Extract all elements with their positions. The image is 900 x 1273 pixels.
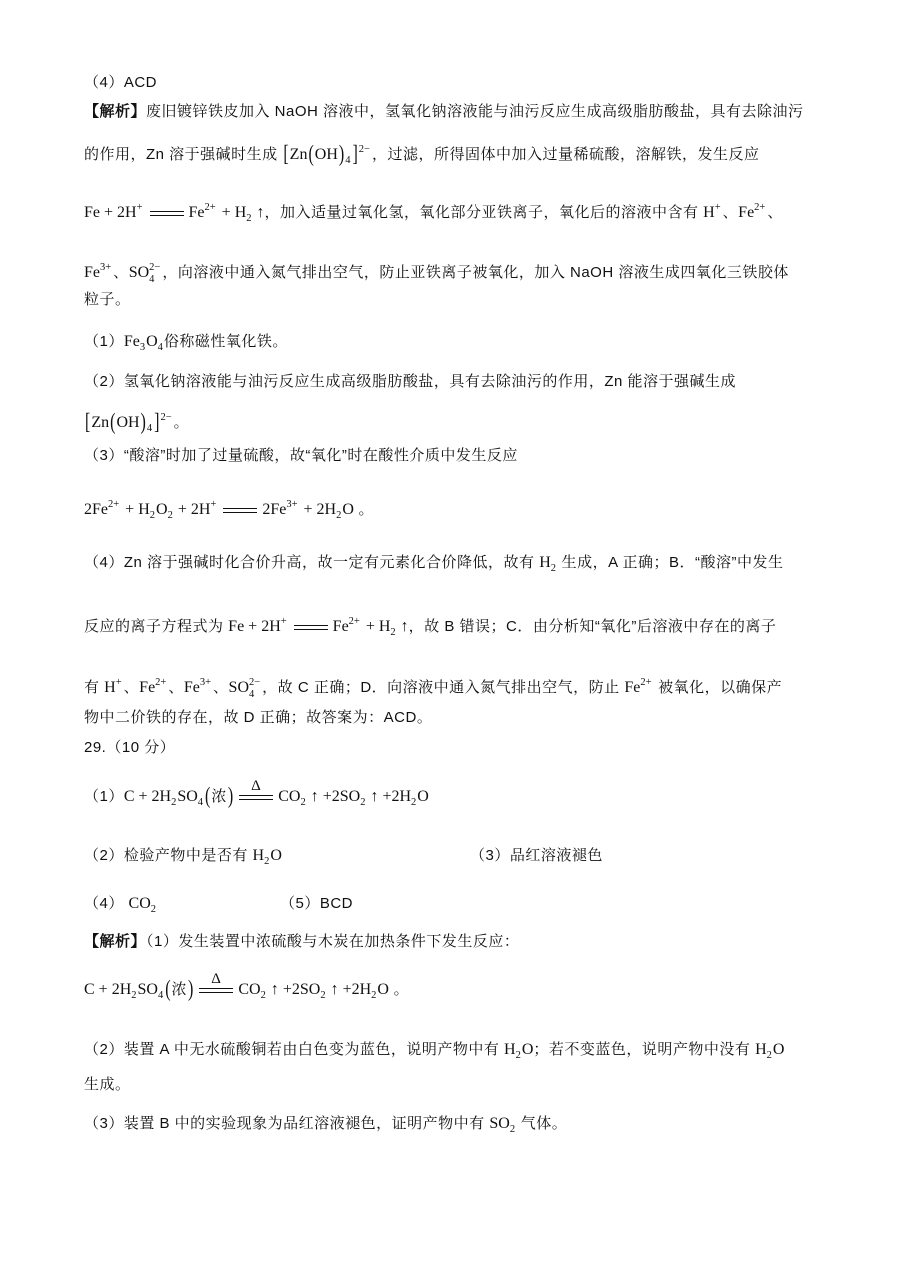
superscript: 3+ [199,677,212,688]
formula-text: + H [121,501,150,518]
formula-text: O [521,1041,534,1058]
superscript: 3+ [286,499,298,510]
sub-superscript [149,262,160,285]
formula-text: SO [228,679,249,696]
superscript: 2− [149,261,161,273]
superscript: 2+ [108,499,120,510]
text-run: 生成，A 正确；B．“酸溶”中发生 [557,554,784,571]
formula-text: OH [314,146,338,163]
formula-text: Fe [183,679,200,696]
subscript: 2 [360,797,366,808]
q28-explain-4-line-1 [84,550,784,576]
formula-text: + H [361,618,391,635]
subscript: 2 [509,1124,516,1135]
bracket: ] [352,141,358,167]
text-run: 、 [123,679,140,696]
text-run: （1） [84,788,124,805]
subscript: 2 [264,856,270,867]
subscript: 2 [336,510,342,521]
q29-analysis-2-line-2 [84,1072,131,1098]
text-run: ，过滤，所得固体中加入过量稀硫酸，溶解铁，发生反应 [371,146,760,163]
formula-text: 2Fe [262,501,287,518]
text-run: 。 [353,501,375,518]
text-run: （2）装置 A 中无水硫酸铜若由白色变为蓝色，说明产物中有 [84,1041,505,1058]
text-run: ，故 B 错误；C．由分析知“氧化”后溶液中存在的离子 [408,618,777,635]
subscript: 3 [139,342,146,353]
text-run: 、 [767,204,783,221]
formula-text: ↑ +2SO [306,788,361,805]
subscript: 2 [171,797,177,808]
text-run: 、 [168,679,184,696]
q28-answer-4 [84,70,157,96]
subscript: 2 [411,797,417,808]
reaction-condition: Δ [251,777,262,794]
text-run: 29.（10 分） [84,739,176,756]
formula-text: SO [128,264,150,281]
formula-text: C + 2H [84,981,132,998]
subscript: 2 [260,990,266,1001]
section-label: 【解析】 [84,103,147,120]
q28-explain-4-line-2 [84,609,777,638]
formula-text: SO [177,788,198,805]
superscript: + [210,499,217,510]
formula-text: O [377,981,389,998]
formula-text: CO [278,788,301,805]
text-run: ，向溶液中通入氮气排出空气，防止亚铁离子被氧化，加入 NaOH 溶液生成四氧化三铁胶体 [162,264,789,281]
q29-analysis-2-line-1 [84,1037,784,1063]
formula-text: Zn [289,146,308,163]
formula-text: O [146,333,158,350]
subscript: 2 [131,990,137,1001]
superscript: 2+ [155,677,167,688]
superscript: 2− [249,676,261,688]
text-run: 被氧化，以确保产 [653,679,783,696]
formula-text: Fe [188,204,205,221]
q28-analysis-line-3 [84,195,783,224]
formula-text: SO [137,981,158,998]
subscript: 2 [320,990,326,1001]
formula-text: H [755,1041,767,1058]
reaction-equals-sign [239,777,273,800]
q28-explain-2-line-1 [84,369,736,395]
text-run: （3）品红溶液褪色 [470,847,603,864]
subscript: 2 [515,1050,521,1061]
text-run: 气体。 [516,1115,568,1132]
superscript: 2− [358,144,370,155]
formula-text: CO [128,895,151,912]
superscript: 2+ [754,202,766,213]
formula-text: H [504,1041,516,1058]
formula-text: OH [116,414,140,431]
text-run: （2）氢氧化钠溶液能与油污反应生成高级脂肪酸盐，具有去除油污的作用，Zn 能溶于强碱生成 [84,373,737,390]
formula-text: Zn [91,414,110,431]
text-run: （3）“酸溶”时加了过量硫酸，故“氧化”时在酸性介质中发生反应 [84,447,518,464]
reaction-equals-sign [150,211,184,216]
formula-text: ↑ +2H [366,788,412,805]
formula-text: H [539,554,551,571]
text-run: 物中二价铁的存在，故 D 正确；故答案为：ACD。 [84,709,433,726]
q29-answer-4 [84,891,157,917]
subscript: 2 [371,990,377,1001]
text-run: ，故 C 正确；D．向溶液中通入氮气排出空气，防止 [262,679,625,696]
formula-text: + H [217,204,247,221]
subscript: 4 [146,423,153,434]
text-run: 、 [113,264,129,281]
q28-analysis-line-4 [84,255,789,285]
superscript: 3+ [100,262,112,273]
formula-text: SO [489,1115,510,1132]
q29-answer-3 [470,843,603,869]
text-run: 的作用，Zn 溶于强碱时生成 [84,146,283,163]
text-run: 有 [84,679,105,696]
formula-text: O [417,788,429,805]
q28-explain-3-line-1 [84,443,518,469]
text-run: （5）BCD [280,895,354,912]
bracket: [ [283,141,289,167]
text-run: 。 [388,981,410,998]
bracket: [ [85,409,91,435]
q28-analysis-line-5 [84,287,131,313]
text-run: 废旧镀锌铁皮加入 NaOH 溶液中，氢氧化钠溶液能与油污反应生成高级脂肪酸盐，具有去除油污 [146,103,804,120]
superscript: + [280,616,287,627]
formula-text: Fe [123,333,140,350]
formula-text: C + 2H [123,788,172,805]
formula-text: + 2H [173,501,211,518]
bracket: ) [140,409,146,435]
superscript: + [714,202,721,213]
bracket: ) [227,783,234,809]
formula-text: Fe [84,264,100,281]
formula-text: 2Fe [84,501,108,518]
formula-text: O [342,501,354,518]
formula-text: Fe [624,679,641,696]
text-run: 生成。 [84,1076,131,1093]
text-run: （3）装置 B 中的实验现象为品红溶液褪色，证明产物中有 [84,1115,490,1132]
subscript: 4 [157,342,163,353]
subscript: 2 [150,904,156,915]
text-run: 浓 [171,981,188,998]
subscript: 2 [550,563,556,574]
q28-explain-3-equation [84,492,375,521]
formula-text: H [252,847,265,864]
text-run: 俗称磁性氧化铁。 [163,333,288,350]
text-run: 。 [173,414,190,431]
reaction-equals-sign [199,970,233,993]
q28-explain-4-line-3 [84,670,783,700]
bracket: ] [154,409,160,435]
section-label: 【解析】 [84,933,147,950]
reaction-condition: Δ [211,970,222,987]
formula-text: + 2H [299,501,337,518]
subscript: 4 [345,155,351,166]
subscript: 4 [249,688,255,700]
subscript: 4 [149,273,155,285]
formula-text: ↑ +2H [326,981,372,998]
formula-text: ↑ +2SO [266,981,321,998]
subscript: 4 [157,990,164,1001]
q28-explain-4-line-4 [84,705,432,731]
q29-analysis-1-equation [84,970,410,1003]
formula-text: O [270,847,282,864]
q28-explain-1 [84,329,288,355]
text-run: （4）Zn 溶于强碱时化合价升高，故一定有元素化合价降低，故有 [84,554,540,571]
reaction-equals-sign [294,625,328,630]
text-run: 、 [722,204,739,221]
formula-text: Fe [332,618,349,635]
text-run: （4）ACD [84,74,158,91]
superscript: + [136,202,143,213]
q29-heading [84,735,175,761]
q28-analysis-line-1 [84,99,804,125]
formula-text: H [104,679,116,696]
formula-text: CO [238,981,261,998]
superscript: 2+ [640,677,652,688]
text-run: 浓 [211,788,227,805]
formula-text: Fe + 2H [228,618,281,635]
superscript: 2− [160,412,172,423]
bracket: ( [205,783,211,809]
bracket: ( [308,141,314,167]
subscript: 2 [390,627,396,638]
text-run: （2）检验产物中是否有 [84,847,253,864]
subscript: 2 [300,797,306,808]
q29-answer-5 [280,891,353,917]
formula-text: H [703,204,715,221]
text-run: ；若不变蓝色，说明产物中没有 [533,1041,756,1058]
bracket: ( [110,409,116,435]
formula-text: Fe [139,679,156,696]
text-run: 粒子。 [84,291,131,308]
text-run: ，加入适量过氧化氢，氧化部分亚铁离子，氧化后的溶液中含有 [264,204,704,221]
bracket: ) [338,141,345,167]
subscript: 2 [246,213,252,224]
formula-text: O [772,1041,785,1058]
text-run: 、 [213,679,229,696]
reaction-equals-sign [223,508,257,513]
formula-text: Fe + 2H [84,204,137,221]
q28-analysis-line-2 [84,137,760,167]
subscript: 2 [766,1050,772,1061]
q29-analysis-3 [84,1111,567,1137]
bracket: ( [165,976,171,1002]
sub-superscript [249,677,260,700]
superscript: + [115,677,122,688]
q29-analysis-1-line-1 [84,929,519,955]
subscript: 4 [197,797,204,808]
formula-text: ↑ [396,618,409,635]
text-run: 反应的离子方程式为 [84,618,229,635]
subscript: 2 [167,510,173,521]
formula-text: O [156,501,168,518]
q28-explain-2-line-2 [84,405,190,435]
q29-answer-2 [84,843,282,869]
subscript: 2 [149,510,155,521]
bracket: ) [188,976,194,1002]
superscript: 2+ [348,616,360,627]
text-run: （1） [84,333,124,350]
q29-answer-1 [84,777,429,810]
text-run: （4） [84,895,129,912]
formula-text: ↑ [252,204,265,221]
superscript: 2+ [204,202,216,213]
text-run: （1）发生装置中浓硫酸与木炭在加热条件下发生反应： [146,933,520,950]
formula-text: Fe [738,204,755,221]
